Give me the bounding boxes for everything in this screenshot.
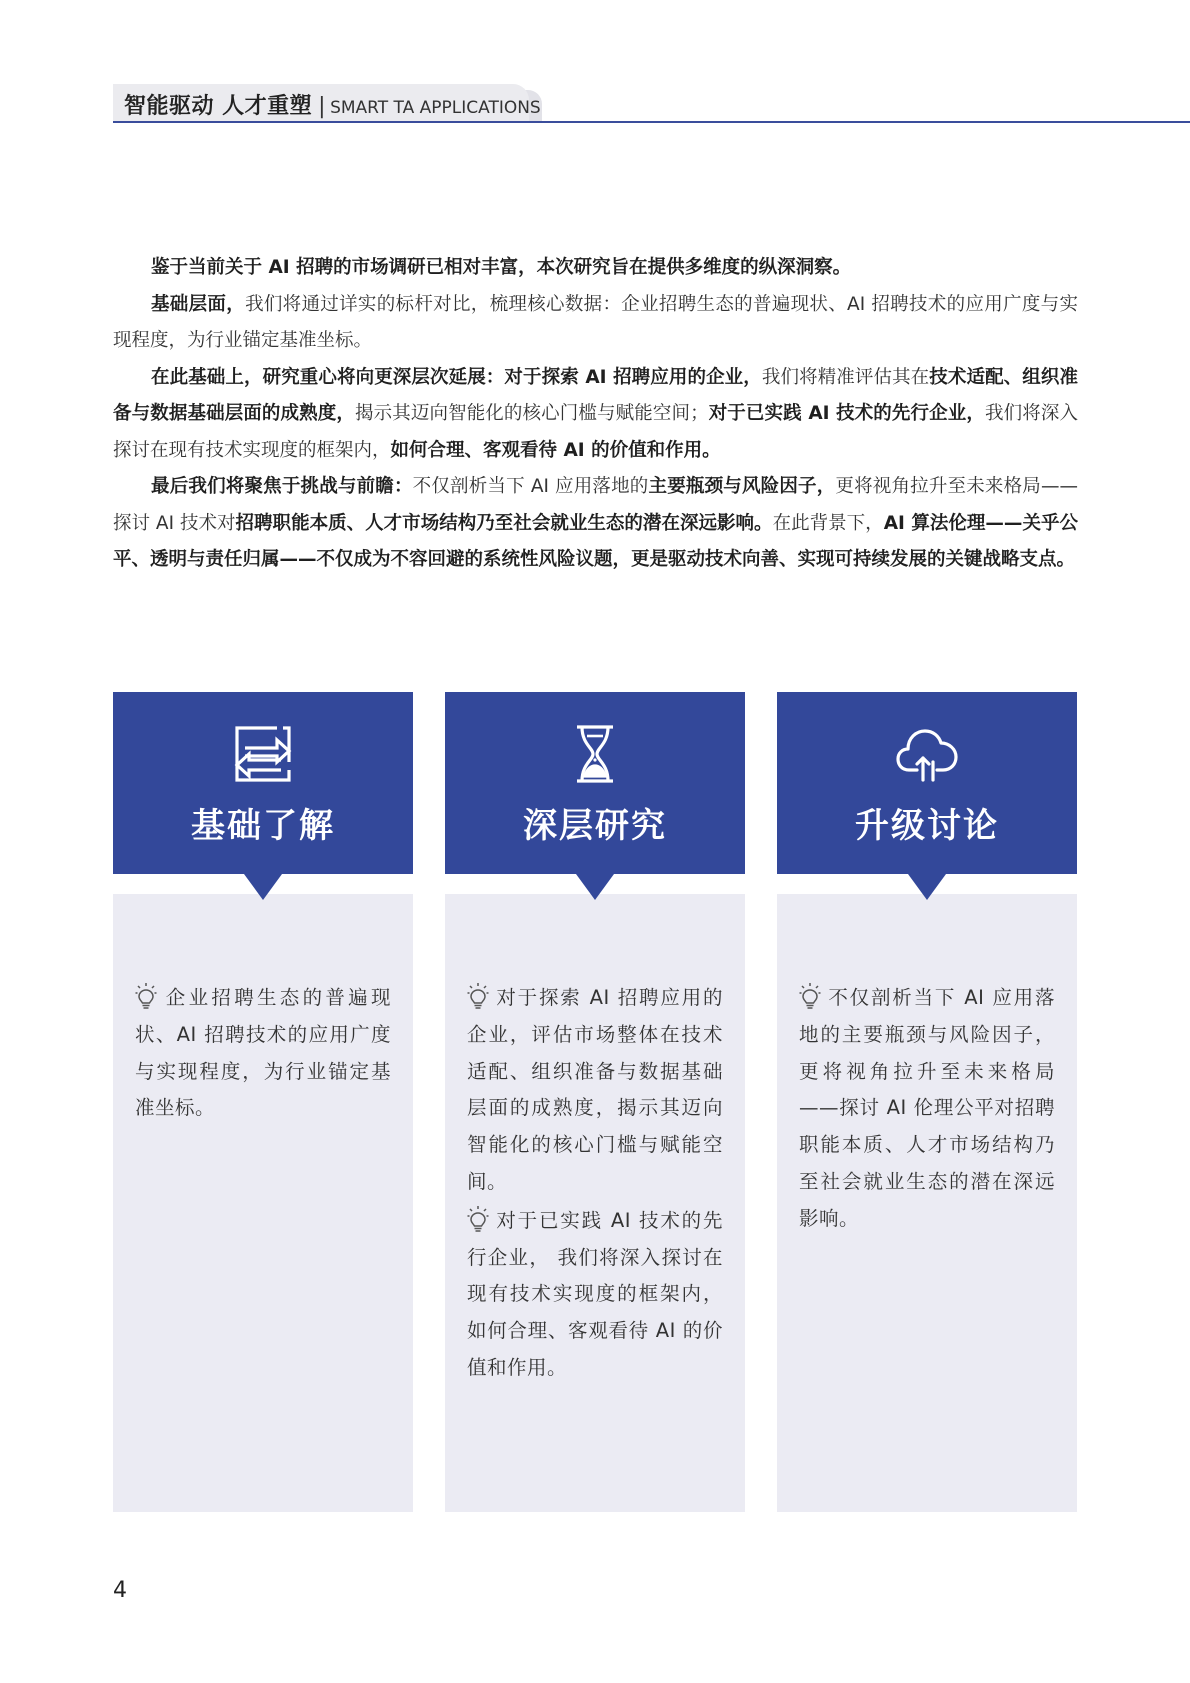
- hourglass-icon: [563, 722, 627, 786]
- intro-paragraph: [113, 360, 1078, 470]
- intro-bold: 基础层面，: [151, 293, 246, 315]
- intro-bold: 技术适配、组织准备与数据基础层面的成熟度，: [113, 366, 1078, 424]
- column-header: [113, 692, 413, 874]
- intro-bold: 招聘职能本质、人才市场结构乃至社会就业生态的潜在深远影响。: [235, 512, 773, 534]
- column-pointer: [244, 874, 282, 900]
- intro-paragraph: [113, 287, 1078, 360]
- column-body: [777, 894, 1077, 1512]
- intro-text-run: 我们将通过详实的标杆对比，梳理核心数据：企业招聘生态的普遍现状、AI 招聘技术的应用广度与实现程度，为行业锚定基准坐标。: [113, 293, 1078, 351]
- column-deep: [445, 692, 745, 1512]
- column-body: [113, 894, 413, 1512]
- intro-bold: 对于已实践 AI 技术的先行企业，: [708, 403, 985, 424]
- lightbulb-icon: [135, 982, 157, 1010]
- column-header: [777, 692, 1077, 874]
- intro-text-run: 在此背景下，: [772, 512, 884, 534]
- header-separator: |: [318, 94, 327, 119]
- header-rule: [113, 121, 1190, 123]
- header-title: 智能驱动 人才重塑: [124, 94, 313, 119]
- intro-text: [113, 250, 1078, 579]
- column-title: 深层研究: [523, 806, 667, 846]
- exchange-arrows-icon: [231, 722, 295, 786]
- column-body: [445, 894, 745, 1512]
- column-header: [445, 692, 745, 874]
- intro-bold: AI 算法伦理——关乎公平、透明与责任归属——不仅成为不容回避的系统性风险议题，更是驱动技术向善、实现可持续发展的关键战略支点。: [113, 512, 1078, 570]
- list-item: [467, 1203, 723, 1387]
- list-item-text: 对于探索 AI 招聘应用的企业，评估市场整体在技术适配、组织准备与数据基础层面的成熟度，揭示其迈向智能化的核心门槛与赋能空间。: [467, 986, 723, 1193]
- intro-text-run: 不仅剖析当下 AI 应用落地的: [412, 476, 649, 497]
- intro-paragraph: [113, 469, 1078, 579]
- list-item-text: 企业招聘生态的普遍现状、AI 招聘技术的应用广度与实现程度，为行业锚定基准坐标。: [135, 986, 391, 1120]
- column-title: 基础了解: [191, 806, 335, 846]
- list-item-text: 对于已实践 AI 技术的先行企业， 我们将深入探讨在现有技术实现度的框架内，如何合理、客观看待 AI 的价值和作用。: [467, 1208, 723, 1379]
- lightbulb-icon: [799, 982, 821, 1010]
- page-number: 4: [113, 1578, 127, 1603]
- intro-bold: 鉴于当前关于 AI 招聘的市场调研已相对丰富，本次研究旨在提供多维度的纵深洞察。: [151, 257, 852, 278]
- intro-bold: 如何合理、客观看待 AI 的价值和作用。: [390, 439, 721, 461]
- running-header: [124, 89, 541, 120]
- lightbulb-icon: [467, 982, 489, 1010]
- intro-bold: 最后我们将聚焦于挑战与前瞻：: [151, 476, 413, 497]
- intro-bold: 在此基础上，研究重心将向更深层次延展：对于探索 AI 招聘应用的企业，: [151, 366, 762, 388]
- column-pointer: [908, 874, 946, 900]
- column-title: 升级讨论: [855, 806, 999, 846]
- list-item-text: 不仅剖析当下 AI 应用落地的主要瓶颈与风险因子，更将视角拉升至未来格局——探讨 AI 伦理公平对招聘职能本质、人才市场结构乃至社会就业生态的潜在深远影响。: [799, 986, 1055, 1230]
- intro-paragraph: [113, 250, 1078, 287]
- header-subtitle: SMART TA APPLICATIONS: [330, 98, 541, 118]
- intro-text-run: 我们将深入探讨在现有技术实现度的框架内，: [113, 403, 1078, 461]
- list-item: [135, 980, 391, 1127]
- column-basic: [113, 692, 413, 1512]
- intro-text-run: 我们将精准评估其在: [761, 366, 930, 388]
- list-item: [799, 980, 1055, 1238]
- intro-text-run: 更将视角拉升至未来格局——探讨 AI 技术对: [113, 476, 1078, 534]
- intro-text-run: 揭示其迈向智能化的核心门槛与赋能空间；: [355, 403, 709, 424]
- lightbulb-icon: [467, 1205, 489, 1233]
- cloud-upload-icon: [895, 722, 959, 786]
- intro-bold: 主要瓶颈与风险因子，: [648, 476, 836, 497]
- column-pointer: [576, 874, 614, 900]
- list-item: [467, 980, 723, 1201]
- column-upgrade: [777, 692, 1077, 1512]
